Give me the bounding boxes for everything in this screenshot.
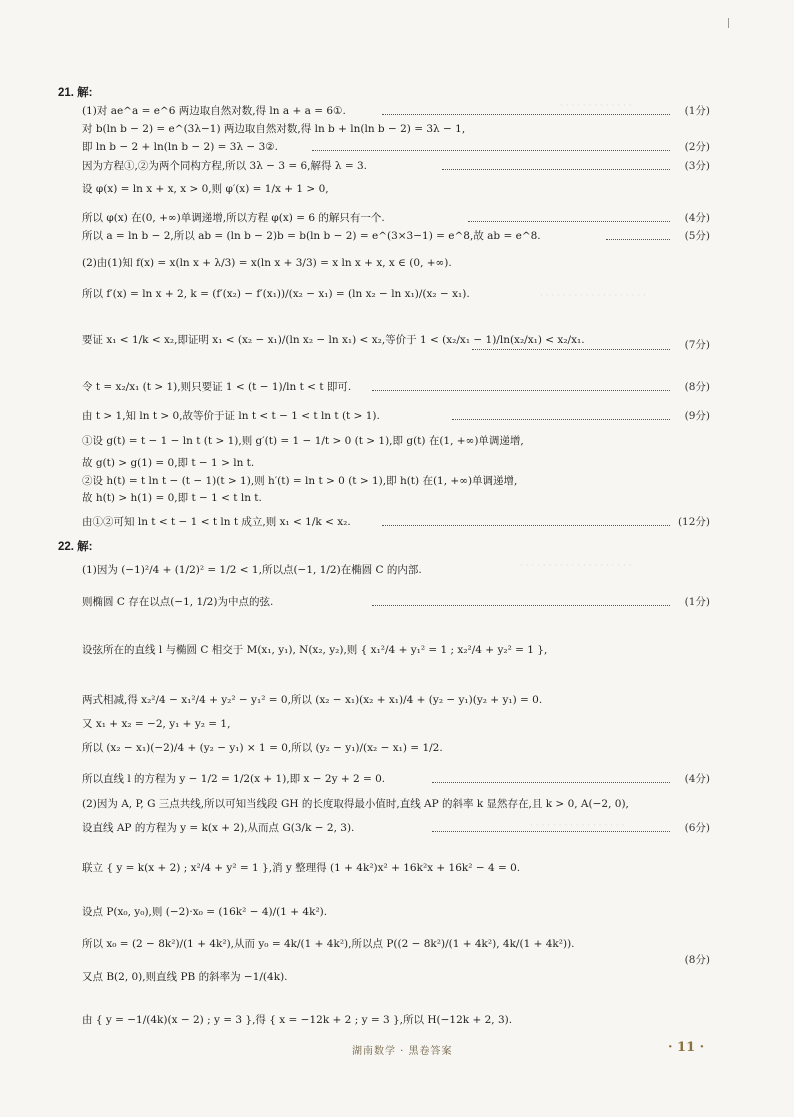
problem-21-heading: 21. 解: [58,87,93,99]
score-mark: (8分) [684,954,710,966]
bleed-through: · · · · · · · · · · · · · · · · · · · · [520,561,632,571]
score-mark: (2分) [684,141,710,153]
solution-line: 令 t = x₂/x₁ (t > 1),则只要证 1 < (t − 1)/ln t < t 即可. [82,381,352,393]
solution-line: 由①②可知 ln t < t − 1 < t ln t 成立,则 x₁ < 1/k < x₂. [82,516,351,528]
solution-line: 所以 f′(x) = ln x + 2, k = (f′(x₂) − f′(x₁))/(x₂ − x₁) = (ln x₂ − ln x₁)/(x₂ − x₁). [82,288,470,300]
page-number: · 11 · [668,1040,705,1055]
solution-line: 设直线 AP 的方程为 y = k(x + 2),从而点 G(3/k − 2, 3). [82,822,355,834]
solution-line: 设点 P(x₀, y₀),则 (−2)·x₀ = (16k² − 4)/(1 + 4k²). [82,906,328,918]
solution-line: 则椭圆 C 存在以点(−1, 1/2)为中点的弦. [82,596,274,608]
solution-line: 设弦所在的直线 l 与椭圆 C 相交于 M(x₁, y₁), N(x₂, y₂),则 { x₁²/4 + y₁² = 1 ; x₂²/4 + y₂² = 1 }, [82,644,548,656]
score-mark: (9分) [684,410,710,422]
score-mark: (12分) [677,516,710,528]
footer-label: 湖南数学 · 黑卷答案 [352,1046,453,1057]
dot-leader [382,525,670,526]
dot-leader [382,114,670,115]
solution-line: (2)由(1)知 f(x) = x(ln x + λ/3) = x(ln x + 3/3) = x ln x + x, x ∈ (0, +∞). [82,257,452,269]
dot-leader [472,349,670,350]
solution-line: 所以直线 l 的方程为 y − 1/2 = 1/2(x + 1),即 x − 2y + 2 = 0. [82,773,386,785]
solution-line: 即 ln b − 2 + ln(ln b − 2) = 3λ − 3②. [82,141,279,153]
score-mark: (8分) [684,381,710,393]
dot-leader [452,419,670,420]
dot-leader [432,831,670,832]
dot-leader [372,390,670,391]
bleed-through: · · · · · · · · · · · · · [560,101,632,111]
solution-line: 由 { y = −1/(4k)(x − 2) ; y = 3 },得 { x = −12k + 2 ; y = 3 },所以 H(−12k + 2, 3). [82,1014,513,1026]
solution-line: 所以 (x₂ − x₁)(−2)/4 + (y₂ − y₁) × 1 = 0,所以 (y₂ − y₁)/(x₂ − x₁) = 1/2. [82,742,443,754]
solution-line: 所以 x₀ = (2 − 8k²)/(1 + 4k²),从而 y₀ = 4k/(1 + 4k²),所以点 P((2 − 8k²)/(1 + 4k²), 4k/(1 + 4k²)). [82,938,575,950]
dot-leader [606,239,670,240]
score-mark: (4分) [684,773,710,785]
solution-line: ②设 h(t) = t ln t − (t − 1)(t > 1),则 h′(t) = ln t > 0 (t > 1),即 h(t) 在(1, +∞)单调递增, [82,475,518,487]
score-mark: (7分) [684,339,710,351]
solution-line: 两式相减,得 x₂²/4 − x₁²/4 + y₂² − y₁² = 0,所以 (x₂ − x₁)(x₂ + x₁)/4 + (y₂ − y₁)(y₂ + y₁) = 0. [82,694,543,706]
dot-leader [442,169,670,170]
solution-line: 设 φ(x) = ln x + x, x > 0,则 φ′(x) = 1/x + 1 > 0, [82,183,329,195]
score-mark: (6分) [684,822,710,834]
corner-mark [728,18,739,28]
solution-line: 故 g(t) > g(1) = 0,即 t − 1 > ln t. [82,457,255,469]
score-mark: (3分) [684,160,710,172]
dot-leader [372,605,670,606]
problem-22-heading: 22. 解: [58,541,93,553]
solution-line: 所以 a = ln b − 2,所以 ab = (ln b − 2)b = b(ln b − 2) = e^(3×3−1) = e^8,故 ab = e^8. [82,230,541,242]
dot-leader [312,150,670,151]
solution-line: (2)因为 A, P, G 三点共线,所以可知当线段 GH 的长度取得最小值时,直线 AP 的斜率 k 显然存在,且 k > 0, A(−2, 0), [82,798,629,810]
solution-line: (1)对 ae^a = e^6 两边取自然对数,得 ln a + a = 6①. [82,105,346,117]
bleed-through: · · · · · · · · · · · · · · · · · [530,821,625,831]
solution-line: 所以 φ(x) 在(0, +∞)单调递增,所以方程 φ(x) = 6 的解只有一个. [82,212,385,224]
solution-line: ①设 g(t) = t − 1 − ln t (t > 1),则 g′(t) = 1 − 1/t > 0 (t > 1),即 g(t) 在(1, +∞)单调递增, [82,435,524,447]
solution-line: 要证 x₁ < 1/k < x₂,即证明 x₁ < (x₂ − x₁)/(ln x₂ − ln x₁) < x₂,等价于 1 < (x₂/x₁ − 1)/ln(x₂/x₁) < x₂/x₁. [82,334,585,346]
score-mark: (4分) [684,212,710,224]
score-mark: (5分) [684,230,710,242]
solution-line: 联立 { y = k(x + 2) ; x²/4 + y² = 1 },消 y 整理得 (1 + 4k²)x² + 16k²x + 16k² − 4 = 0. [82,862,521,874]
solution-line: 故 h(t) > h(1) = 0,即 t − 1 < t ln t. [82,492,262,504]
solution-line: 又点 B(2, 0),则直线 PB 的斜率为 −1/(4k). [82,971,288,983]
solution-line: 因为方程①,②为两个同构方程,所以 3λ − 3 = 6,解得 λ = 3. [82,160,367,172]
score-mark: (1分) [684,596,710,608]
solution-line: 由 t > 1,知 ln t > 0,故等价于证 ln t < t − 1 < t ln t (t > 1). [82,410,380,422]
solution-line: 又 x₁ + x₂ = −2, y₁ + y₂ = 1, [82,718,231,730]
solution-line: (1)因为 (−1)²/4 + (1/2)² = 1/2 < 1,所以点(−1, 1/2)在椭圆 C 的内部. [82,564,422,576]
bleed-through: · · · · · · · · · · · · · · · · · · · [540,291,646,301]
dot-leader [468,221,670,222]
solution-line: 对 b(ln b − 2) = e^(3λ−1) 两边取自然对数,得 ln b + ln(ln b − 2) = 3λ − 1, [82,123,466,135]
score-mark: (1分) [684,105,710,117]
dot-leader [432,782,670,783]
